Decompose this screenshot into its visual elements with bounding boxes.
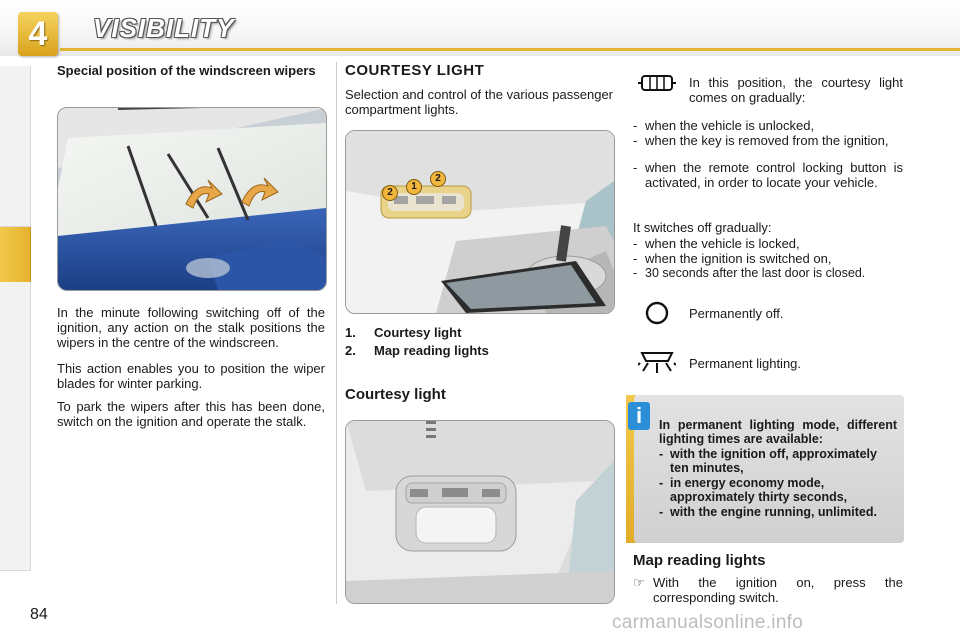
- permanent-lighting-label: Permanent lighting.: [689, 356, 802, 371]
- courtesy-light-subtitle: Courtesy light: [345, 386, 446, 403]
- info-icon: i: [628, 402, 650, 430]
- chapter-tab-6[interactable]: [0, 322, 31, 363]
- wiper-paragraph-1: In the minute following switching off of the ignition, any action on the stalk positions the wipers in the centre of the windscreen.: [57, 305, 325, 350]
- watermark: carmanualsonline.info: [612, 612, 804, 633]
- off-intro: It switches off gradually:: [633, 220, 772, 235]
- chapter-tab-7[interactable]: [0, 362, 31, 403]
- wiper-illustration: [58, 108, 326, 290]
- page-number: 84: [30, 606, 48, 623]
- permanent-lighting-icon: [638, 345, 676, 375]
- wiper-image: [57, 107, 327, 291]
- door-position-icon: [638, 70, 676, 98]
- header-rule: [60, 48, 960, 51]
- chapter-tab-2[interactable]: [0, 108, 31, 147]
- legend-2-num: 2.: [345, 343, 356, 358]
- permanently-off-label: Permanently off.: [689, 306, 784, 321]
- legend-1-label: Courtesy light: [374, 325, 462, 340]
- callout-1: 1: [406, 179, 422, 195]
- legend-1-num: 1.: [345, 325, 356, 340]
- map-reading-text: With the ignition on, press the corresponding switch.: [653, 575, 903, 605]
- courtesy-light-closeup-illustration: [346, 421, 614, 603]
- chapter-tab-3b[interactable]: [0, 186, 31, 227]
- page-title: VISIBILITY: [93, 13, 235, 43]
- chapter-tab-5[interactable]: [0, 282, 31, 323]
- chapter-tab-3[interactable]: [0, 146, 31, 187]
- courtesy-light-closeup-image: [345, 420, 615, 604]
- chapter-tab-8[interactable]: [0, 402, 31, 445]
- chapter-number: 4: [28, 15, 48, 53]
- wiper-paragraph-3: To park the wipers after this has been done, switch on the ignition and operate the stalk.: [57, 399, 325, 429]
- wiper-paragraph-2: This action enables you to position the wiper blades for winter parking.: [57, 361, 325, 391]
- pointer-icon: ☞: [633, 575, 645, 590]
- map-reading-title: Map reading lights: [633, 552, 766, 569]
- chapter-tab-9[interactable]: [0, 444, 31, 487]
- info-intro: In permanent lighting mode, different lighting times are available:: [659, 418, 897, 446]
- wiper-heading: Special position of the windscreen wipers: [57, 63, 316, 78]
- courtesy-light-intro: Selection and control of the various passenger compartment lights.: [345, 87, 613, 117]
- callout-2-right: 2: [430, 171, 446, 187]
- chapter-tab-10[interactable]: [0, 486, 31, 529]
- column-divider: [336, 62, 337, 604]
- legend-2-label: Map reading lights: [374, 343, 489, 358]
- courtesy-light-title: COURTESY LIGHT: [345, 62, 485, 79]
- ceiling-light-illustration: [346, 131, 614, 313]
- chapter-tab-4-active[interactable]: [0, 226, 31, 283]
- off-position-icon: [644, 300, 670, 326]
- door-position-text: In this position, the courtesy light comes on gradually:: [689, 75, 903, 105]
- callout-2-left: 2: [382, 185, 398, 201]
- chapter-tab-11[interactable]: [0, 528, 31, 571]
- courtesy-light-image: [345, 130, 615, 314]
- chapter-tab-1[interactable]: [0, 66, 31, 109]
